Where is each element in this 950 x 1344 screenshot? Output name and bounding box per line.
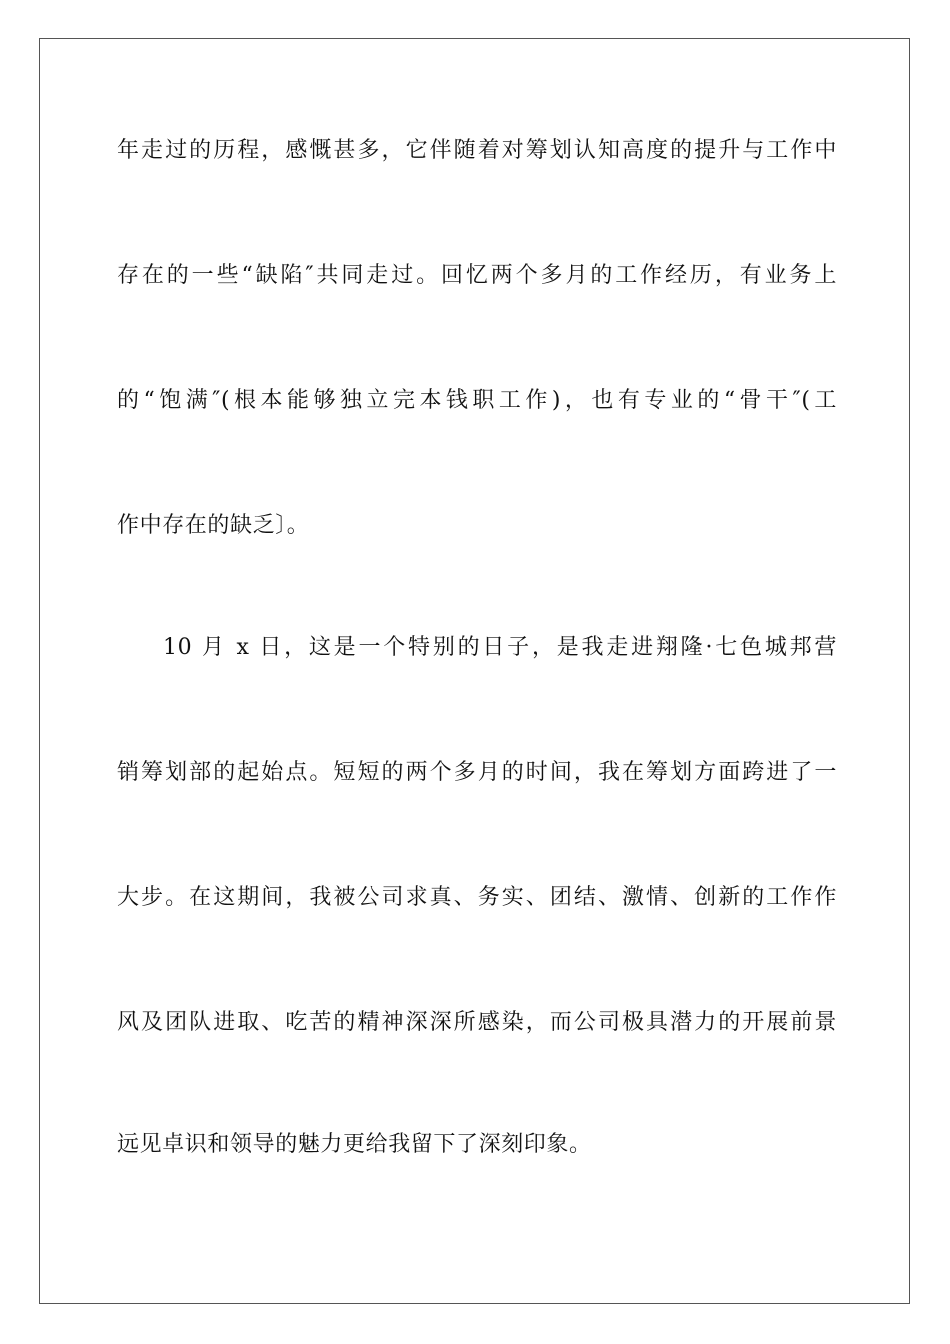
- text-line: 大步。在这期间，我被公司求真、务实、团结、激情、创新的工作作: [117, 885, 837, 910]
- text-line: 作中存在的缺乏〕。: [117, 513, 310, 538]
- text-line: 风及团队进取、吃苦的精神深深所感染，而公司极具潜力的开展前景: [117, 1010, 837, 1035]
- text-line: 存在的一些“缺陷″共同走过。回忆两个多月的工作经历，有业务上: [117, 263, 837, 288]
- text-line: 远见卓识和领导的魅力更给我留下了深刻印象。: [117, 1132, 592, 1157]
- text-line: 10 月 x 日，这是一个特别的日子，是我走进翔隆·七色城邦营: [163, 635, 837, 660]
- text-line: 的“饱满″(根本能够独立完本钱职工作)，也有专业的“骨干″(工: [117, 388, 837, 413]
- page-border: [39, 38, 910, 1304]
- text-line: 年走过的历程，感慨甚多，它伴随着对筹划认知高度的提升与工作中: [117, 138, 837, 163]
- text-line: 销筹划部的起始点。短短的两个多月的时间，我在筹划方面跨进了一: [117, 760, 837, 785]
